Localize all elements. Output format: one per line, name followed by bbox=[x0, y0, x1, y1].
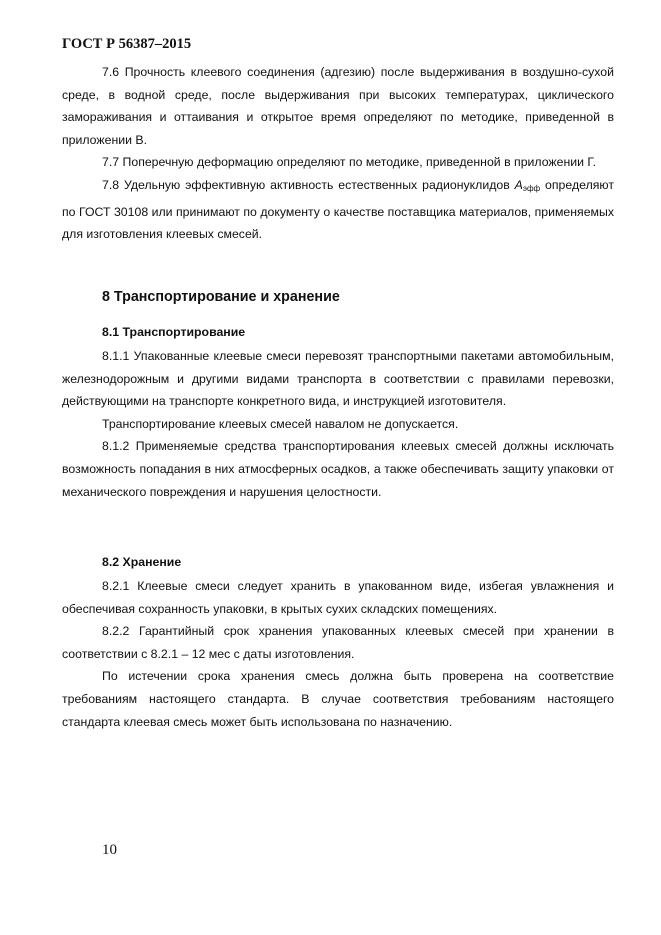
storage-clauses bbox=[62, 575, 614, 733]
transport-clauses bbox=[62, 345, 614, 503]
paragraph-7-8-tail: определяют по ГОСТ 30108 или принимают по документу о качестве поставщика материалов, применяемых для изготовления клеевых смесей. bbox=[62, 177, 614, 242]
section-8-heading: 8 Транспортирование и хранение bbox=[102, 289, 340, 305]
paragraph-8-2-1: 8.2.1 Клеевые смеси следует хранить в упакованном виде, избегая увлажнения и обеспечивая сохранность упаковки, в крытых сухих складских помещениях. bbox=[62, 579, 614, 616]
page-number: 10 bbox=[102, 842, 117, 858]
document-header: ГОСТ Р 56387–2015 bbox=[62, 36, 192, 52]
subsection-8-1-heading: 8.1 Транспортирование bbox=[102, 325, 246, 339]
paragraph-8-1-2: 8.1.2 Применяемые средства транспортирования клеевых смесей должны исключать возможность попадания в них атмосферных осадков, а также обеспечивать защиту упаковки от механического повреждения и нарушения целостности. bbox=[62, 439, 614, 499]
subsection-8-2-heading: 8.2 Хранение bbox=[102, 555, 182, 569]
paragraph-7-8 bbox=[62, 174, 614, 246]
paragraph-8-1-1: 8.1.1 Упакованные клеевые смеси перевозят транспортными пакетами автомобильным, железнодорожным и другими видами транспорта в соответствии с правилами перевозки, действующими на транспорте конкретного вида, и инструкцией изготовителя. bbox=[62, 349, 614, 409]
intro-clauses bbox=[62, 61, 614, 246]
paragraph-7-7: 7.7 Поперечную деформацию определяют по методике, приведенной в приложении Г. bbox=[102, 155, 596, 170]
paragraph-7-8-lead: 7.8 Удельную эффективную активность естественных радионуклидов bbox=[102, 177, 515, 192]
paragraph-7-6: 7.6 Прочность клеевого соединения (адгезию) после выдерживания в воздушно-сухой среде, в водной среде, после выдерживания при высоких температурах, циклического замораживания и оттаивания и открытое время определяют по методике, приведенной в приложении В. bbox=[62, 65, 614, 147]
paragraph-expiry: По истечении срока хранения смесь должна быть проверена на соответствие требованиям настоящего стандарта. В случае соответствия требованиям настоящего стандарта клеевая смесь может быть использована по назначению. bbox=[62, 669, 614, 729]
activity-symbol: $А_{эфф}$ bbox=[514, 177, 541, 193]
paragraph-bulk-transport: Транспортирование клеевых смесей навалом не допускается. bbox=[102, 416, 459, 431]
activity-subscript: эфф bbox=[522, 183, 541, 193]
paragraph-8-2-2: 8.2.2 Гарантийный срок хранения упакованных клеевых смесей при хранении в соответствии с 8.2.1 – 12 мес с даты изготовления. bbox=[62, 624, 614, 661]
